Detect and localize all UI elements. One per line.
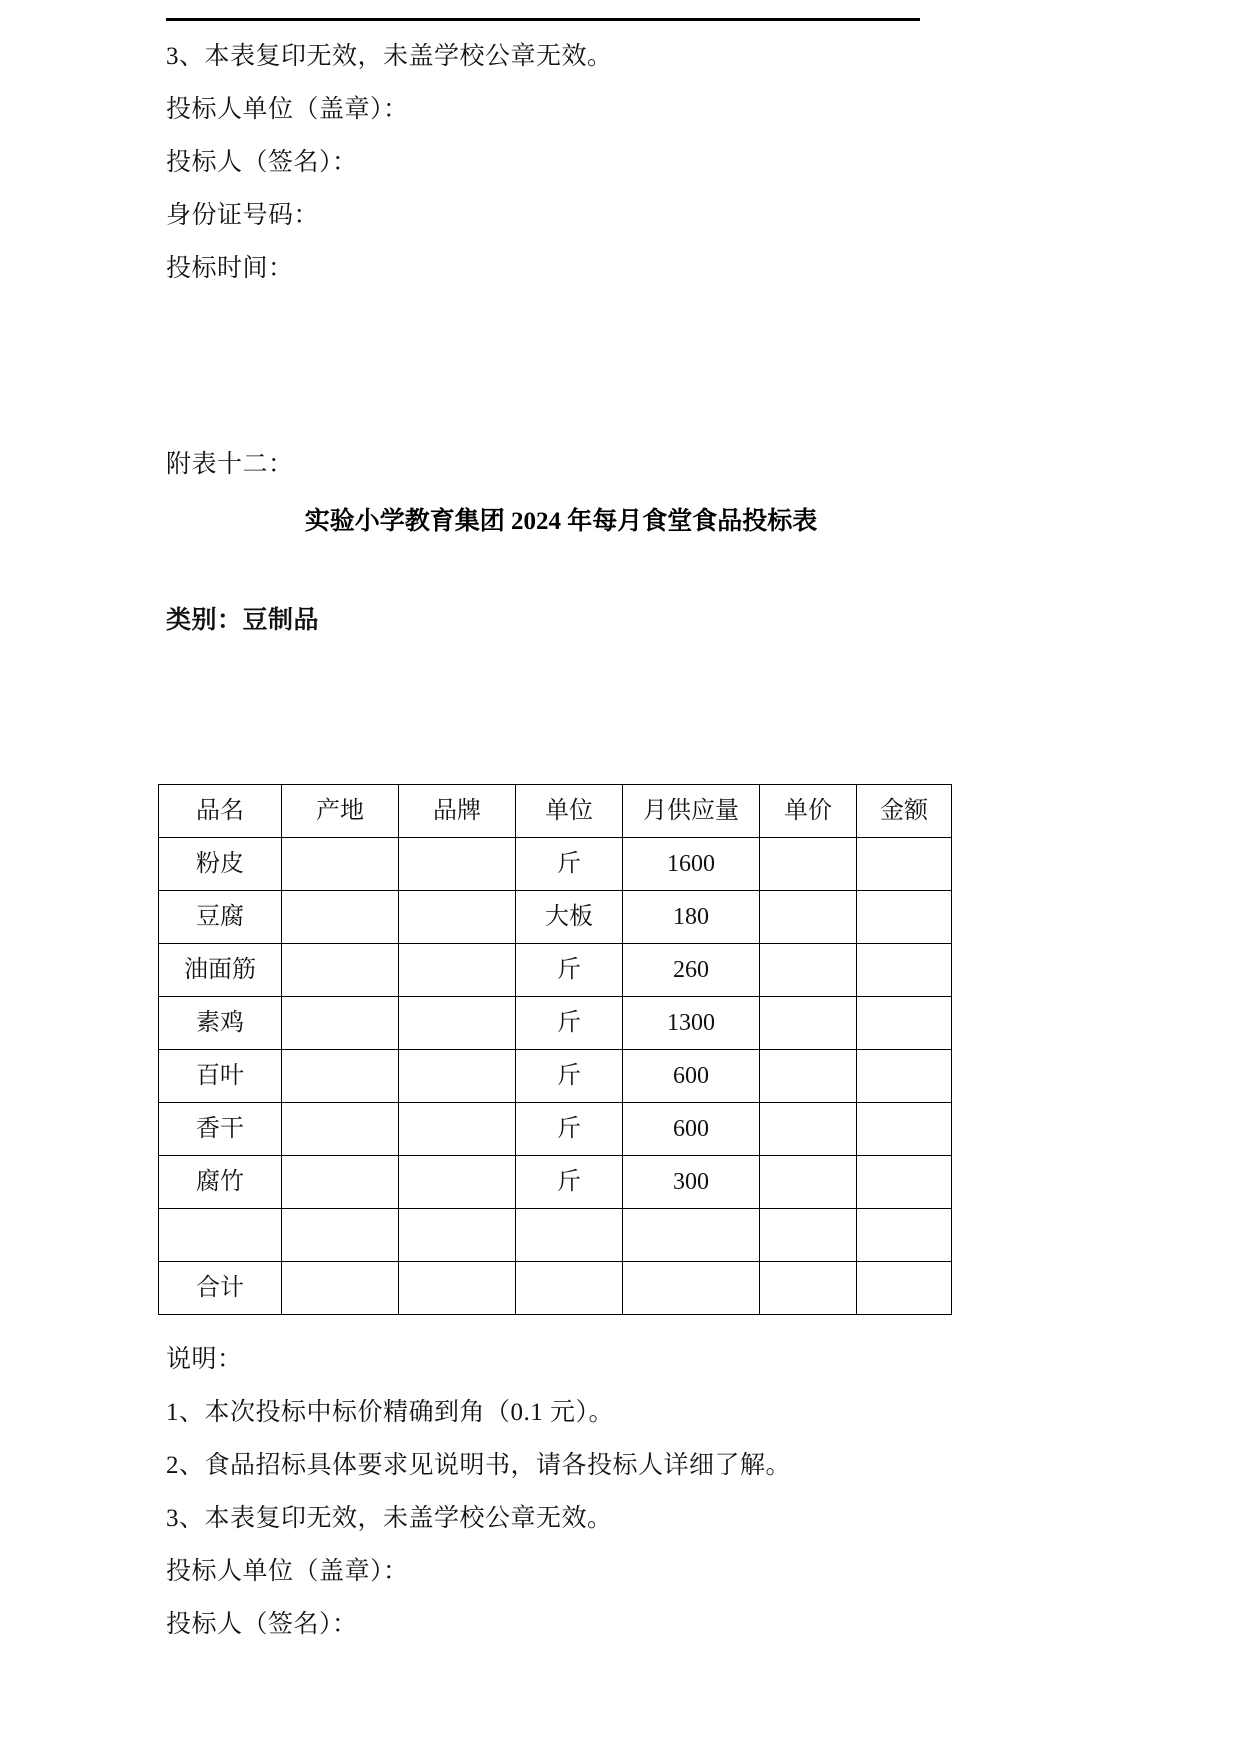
column-header-monthly-supply: 月供应量 (623, 785, 760, 838)
cell-amount[interactable] (857, 838, 952, 891)
cell-unit[interactable] (516, 1262, 623, 1315)
top-bidder-signature: 投标人（签名）： (166, 149, 358, 176)
table-row (159, 997, 952, 1050)
cell-price[interactable] (760, 1262, 857, 1315)
cell-origin[interactable] (282, 1156, 399, 1209)
cell-name: 油面筋 (159, 944, 282, 997)
cell-name: 粉皮 (159, 838, 282, 891)
cell-origin[interactable] (282, 1209, 399, 1262)
notes-heading: 说明： (166, 1346, 243, 1373)
cell-brand[interactable] (399, 997, 516, 1050)
cell-total-label: 合计 (159, 1262, 282, 1315)
column-header-unit-price: 单价 (760, 785, 857, 838)
cell-qty: 300 (623, 1156, 760, 1209)
cell-brand[interactable] (399, 1103, 516, 1156)
table-header-row (159, 785, 952, 838)
column-header-brand: 品牌 (399, 785, 516, 838)
cell-price[interactable] (760, 1209, 857, 1262)
cell-name: 百叶 (159, 1050, 282, 1103)
table-total-row (159, 1262, 952, 1315)
cell-origin[interactable] (282, 1103, 399, 1156)
cell-unit: 斤 (516, 1156, 623, 1209)
cell-qty[interactable] (623, 1262, 760, 1315)
cell-origin[interactable] (282, 838, 399, 891)
table-header (159, 785, 952, 838)
cell-amount[interactable] (857, 1103, 952, 1156)
cell-unit: 斤 (516, 838, 623, 891)
note-item-1: 1、本次投标中标价精确到角（0.1 元）。 (166, 1399, 615, 1426)
cell-qty: 260 (623, 944, 760, 997)
cell-unit: 斤 (516, 1050, 623, 1103)
cell-qty: 600 (623, 1050, 760, 1103)
table-row (159, 1103, 952, 1156)
cell-qty: 600 (623, 1103, 760, 1156)
page-title: 实验小学教育集团 2024 年每月食堂食品投标表 (304, 508, 818, 535)
cell-brand[interactable] (399, 838, 516, 891)
cell-price[interactable] (760, 838, 857, 891)
cell-amount[interactable] (857, 1209, 952, 1262)
cell-price[interactable] (760, 944, 857, 997)
cell-origin[interactable] (282, 1262, 399, 1315)
cell-name: 腐竹 (159, 1156, 282, 1209)
cell-brand[interactable] (399, 1209, 516, 1262)
table-row (159, 944, 952, 997)
column-header-name: 品名 (159, 785, 282, 838)
cell-origin[interactable] (282, 891, 399, 944)
cell-brand[interactable] (399, 1156, 516, 1209)
table-row (159, 838, 952, 891)
column-header-unit: 单位 (516, 785, 623, 838)
cell-qty: 1300 (623, 997, 760, 1050)
cell-price[interactable] (760, 1050, 857, 1103)
cell-price[interactable] (760, 1103, 857, 1156)
top-id-number: 身份证号码： (166, 202, 320, 229)
column-header-origin: 产地 (282, 785, 399, 838)
cell-name: 素鸡 (159, 997, 282, 1050)
cell-unit: 斤 (516, 944, 623, 997)
cell-qty: 1600 (623, 838, 760, 891)
note-item-2: 2、食品招标具体要求见说明书，请各投标人详细了解。 (166, 1452, 792, 1479)
cell-amount[interactable] (857, 1050, 952, 1103)
table-row (159, 891, 952, 944)
cell-price[interactable] (760, 1156, 857, 1209)
note-item-3: 3、本表复印无效，未盖学校公章无效。 (166, 1505, 613, 1532)
top-bid-time: 投标时间： (166, 255, 294, 282)
cell-qty[interactable] (623, 1209, 760, 1262)
cell-amount[interactable] (857, 997, 952, 1050)
header-divider-rule (166, 18, 920, 21)
bottom-bidder-signature: 投标人（签名）： (166, 1611, 358, 1638)
cell-qty: 180 (623, 891, 760, 944)
cell-origin[interactable] (282, 997, 399, 1050)
cell-amount[interactable] (857, 1156, 952, 1209)
cell-amount[interactable] (857, 891, 952, 944)
table-row (159, 1156, 952, 1209)
bid-items-table (158, 784, 952, 1315)
cell-name[interactable] (159, 1209, 282, 1262)
cell-unit: 大板 (516, 891, 623, 944)
column-header-amount: 金额 (857, 785, 952, 838)
category-line: 类别：豆制品 (166, 607, 320, 634)
cell-name: 香干 (159, 1103, 282, 1156)
cell-amount[interactable] (857, 1262, 952, 1315)
cell-name: 豆腐 (159, 891, 282, 944)
cell-brand[interactable] (399, 1262, 516, 1315)
cell-brand[interactable] (399, 891, 516, 944)
attachment-label: 附表十二： (166, 451, 294, 478)
cell-unit[interactable] (516, 1209, 623, 1262)
table-row (159, 1050, 952, 1103)
cell-amount[interactable] (857, 944, 952, 997)
top-bidder-unit-seal: 投标人单位（盖章）： (166, 96, 409, 123)
top-note-3: 3、本表复印无效，未盖学校公章无效。 (166, 43, 613, 70)
cell-price[interactable] (760, 891, 857, 944)
cell-unit: 斤 (516, 1103, 623, 1156)
bottom-bidder-unit-seal: 投标人单位（盖章）： (166, 1558, 409, 1585)
cell-price[interactable] (760, 997, 857, 1050)
cell-brand[interactable] (399, 944, 516, 997)
cell-origin[interactable] (282, 1050, 399, 1103)
cell-origin[interactable] (282, 944, 399, 997)
table-body (159, 838, 952, 1315)
cell-unit: 斤 (516, 997, 623, 1050)
table-row (159, 1209, 952, 1262)
cell-brand[interactable] (399, 1050, 516, 1103)
